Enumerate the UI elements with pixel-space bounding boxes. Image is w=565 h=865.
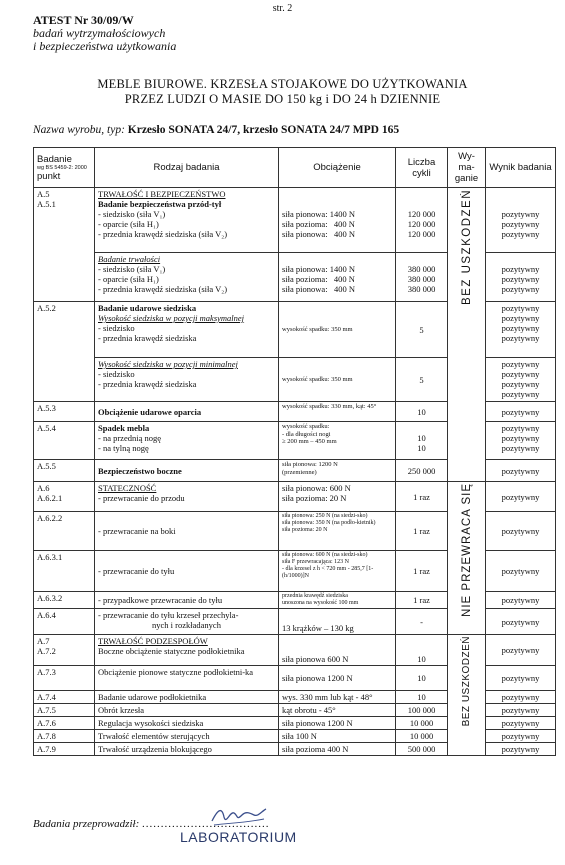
test-item: - przewracanie na boki: [95, 512, 279, 551]
result-cell: [486, 253, 556, 302]
point-cell: A.7.6: [34, 717, 95, 730]
load-value: - dla długości nogi: [282, 430, 331, 438]
table-row: [34, 482, 556, 512]
cycles-value: 120 000: [407, 229, 436, 239]
test-item: Trwałość elementów sterujących: [95, 730, 279, 743]
test-item: - siedzisko (siła V₁): [98, 209, 166, 219]
title-line-2: PRZEZ LUDZI O MASIE DO 150 kg i DO 24 h DZIENNIE: [124, 92, 441, 106]
test-item: nych i rozkładanych: [152, 620, 221, 630]
test-subtitle: Wysokość siedziska w pozycji maksymalnej: [98, 313, 245, 323]
result-value: pozytywny: [501, 219, 540, 229]
cycles-value: 120 000: [407, 209, 436, 219]
atest-subtitle-2: i bezpieczeństwa użytkowania: [33, 39, 177, 53]
test-item: - siedzisko: [98, 369, 135, 379]
cycles-value: 1 raz: [396, 592, 448, 609]
document-header: [33, 14, 176, 53]
load-cell: [279, 551, 396, 592]
load-value: siła pionowa: 250 N (na siedzi-sko): [282, 513, 368, 519]
load-value: siła pionowa: 1400 N: [282, 264, 355, 274]
test-type-cell: [95, 358, 279, 402]
load-cell: [279, 302, 396, 358]
result-value: pozytywny: [501, 303, 540, 313]
test-type-cell: [95, 635, 279, 666]
test-item: Obciążenie pionowe statyczne podłokietni-ka: [95, 666, 279, 691]
result-value: pozytywny: [501, 433, 540, 443]
result-value: pozytywny: [486, 717, 556, 730]
cycles-value: 5: [419, 374, 424, 385]
col-header-wymaganie: Wy-ma-ganie: [448, 148, 486, 188]
load-cell: [279, 460, 396, 482]
load-cell: [279, 253, 396, 302]
result-value: pozytywny: [486, 402, 556, 422]
result-value: pozytywny: [501, 379, 540, 389]
result-value: pozytywny: [486, 743, 556, 756]
point-cell: [34, 635, 95, 666]
point-cell: A.6.4: [34, 609, 95, 635]
result-value: pozytywny: [501, 209, 540, 219]
load-value: wysokość spadku:: [282, 423, 330, 430]
col-header-badanie: [34, 148, 95, 188]
product-label: Nazwa wyrobu, typ:: [33, 124, 125, 136]
document-title: [0, 77, 565, 107]
load-value: siła pionowa 1200 N: [279, 666, 396, 691]
point-cell: [34, 482, 95, 512]
test-title: Badanie udarowe siedziska: [98, 303, 197, 313]
result-value: pozytywny: [501, 274, 540, 284]
test-type-cell: [95, 422, 279, 460]
result-value: pozytywny: [486, 635, 556, 666]
load-cell: [279, 358, 396, 402]
load-value: siła pionowa 1200 N: [279, 717, 396, 730]
result-value: pozytywny: [486, 482, 556, 512]
cycles-value: 10: [396, 691, 448, 704]
test-item: - przednia krawędź siedziska: [98, 333, 197, 343]
test-type-cell: [95, 482, 279, 512]
cycles-value: 10: [417, 433, 426, 443]
result-value: pozytywny: [501, 284, 540, 294]
table-row: [34, 188, 556, 253]
laboratory-stamp: LABORATORIUM: [180, 829, 297, 845]
load-value: siła pozioma: 400 N: [282, 274, 355, 284]
load-cell: [279, 422, 396, 460]
test-item: - przewracanie do tyłu: [95, 551, 279, 592]
title-line-1: MEBLE BIUROWE. KRZESŁA STOJAKOWE DO UŻYTKOWANIA: [97, 77, 468, 91]
test-type-cell: [95, 302, 279, 358]
col-header-obciazenie: Obciążenie: [279, 148, 396, 188]
requirement-cell: [448, 635, 486, 756]
product-value: Krzesło SONATA 24/7, krzesło SONATA 24/7 MPD 165: [127, 124, 400, 136]
cycles-cell: [396, 188, 448, 253]
test-item: - siedzisko (siła V₁): [98, 264, 166, 274]
point-cell: A.7.5: [34, 704, 95, 717]
section-heading: TRWAŁOŚĆ PODZESPOŁÓW: [98, 636, 208, 646]
cycles-value: 1 raz: [396, 512, 448, 551]
cycles-value: 100 000: [396, 704, 448, 717]
test-item: - przypadkowe przewracanie do tyłu: [95, 592, 279, 609]
test-title: Bezpieczeństwo boczne: [95, 460, 279, 482]
load-cell: [279, 188, 396, 253]
atest-subtitle-1: badań wytrzymałościowych: [33, 26, 166, 40]
result-value: pozytywny: [501, 443, 540, 453]
cycles-value: 250 000: [396, 460, 448, 482]
requirement-stamp: BEZ USZKODZEŃ: [460, 636, 472, 727]
test-type-cell: [95, 188, 279, 253]
cycles-value: 500 000: [396, 743, 448, 756]
col-header-liczba: Liczba cykli: [396, 148, 448, 188]
load-value: siła pozioma: 20 N: [282, 493, 347, 503]
load-value: siła pionowa: 600 N (na siedzi-sko): [282, 552, 368, 558]
test-type-cell: [95, 609, 279, 635]
load-cell: [279, 592, 396, 609]
point: A.7.2: [37, 646, 56, 656]
cycles-cell: [396, 253, 448, 302]
point-cell: [34, 188, 95, 302]
load-value: wysokość spadku: 350 mm: [282, 375, 353, 383]
header-row: [34, 148, 556, 188]
product-line: [33, 124, 399, 136]
test-item: Badanie udarowe podłokietnika: [95, 691, 279, 704]
requirement-cell: [448, 188, 486, 482]
load-value: siła pionowa: 400 N: [282, 284, 355, 294]
result-value: pozytywny: [501, 423, 540, 433]
point-cell: A.7.3: [34, 666, 95, 691]
point-cell: A.6.3.2: [34, 592, 95, 609]
test-results-table: [33, 147, 556, 756]
test-item: Trwałość urządzenia blokującego: [95, 743, 279, 756]
load-value: przednia krawędź siedziska: [282, 593, 348, 599]
point-cell: A.6.3.1: [34, 551, 95, 592]
result-value: pozytywny: [501, 313, 540, 323]
load-value: siła pozioma 400 N: [279, 743, 396, 756]
cycles-cell: [396, 422, 448, 460]
atest-number: ATEST Nr 30/09/W: [33, 13, 134, 27]
load-value: siła F przewracająca: 123 N: [282, 559, 349, 565]
signature-mark: [208, 803, 268, 829]
header-badanie-label: Badanie: [37, 153, 72, 165]
section-heading: TRWAŁOŚĆ I BEZPIECZEŃSTWO: [98, 189, 226, 199]
section-heading: STATECZNOŚĆ: [98, 483, 157, 493]
test-item: - przednia krawędź siedziska (siła V₂): [98, 284, 228, 294]
load-value: siła pionowa: 1400 N: [282, 209, 355, 219]
load-value: siła pionowa: 400 N: [282, 229, 355, 239]
point-cell: A.5.3: [34, 402, 95, 422]
cycles-cell: [396, 358, 448, 402]
cycles-value: 10: [396, 666, 448, 691]
test-item: - na przednią nogę: [98, 433, 162, 443]
page-number: str. 2: [272, 3, 293, 14]
point: A.6.2.1: [37, 493, 63, 503]
col-header-rodzaj: Rodzaj badania: [95, 148, 279, 188]
point: A.5: [37, 189, 50, 199]
requirement-cell: [448, 482, 486, 635]
header-punkt: punkt: [37, 170, 61, 182]
load-value: unoszona na wysokość 100 mm: [282, 600, 359, 606]
result-value: pozytywny: [486, 730, 556, 743]
point-cell: A.7.9: [34, 743, 95, 756]
cycles-value: 380 000: [407, 264, 436, 274]
cycles-value: 1 raz: [396, 551, 448, 592]
test-item: - przewracanie do tyłu krzeseł przechyla-: [98, 610, 239, 620]
result-value: pozytywny: [486, 512, 556, 551]
result-value: pozytywny: [501, 359, 540, 369]
performed-by-label: Badania przeprowadził:: [33, 818, 140, 830]
result-value: pozytywny: [486, 460, 556, 482]
cycles-value: 10 000: [396, 717, 448, 730]
table-row: [34, 635, 556, 666]
col-header-wynik: Wynik badania: [486, 148, 556, 188]
load-value: (przemienne): [282, 468, 317, 476]
cycles-value: 120 000: [407, 219, 436, 229]
load-value: siła pionowa: 1200 N: [282, 461, 338, 468]
requirement-stamp: NIE PRZEWRACA SIĘ: [460, 483, 473, 617]
result-value: pozytywny: [486, 666, 556, 691]
cycles-cell: [396, 302, 448, 358]
cycles-value: 1 raz: [396, 482, 448, 512]
point: A.5.1: [37, 199, 56, 209]
load-value: kąt obrotu - 45°: [279, 704, 396, 717]
test-item: - oparcie (siła H₁): [98, 219, 159, 229]
requirement-stamp: BEZ USZKODZEŃ: [460, 189, 473, 305]
test-item: - siedzisko: [98, 323, 135, 333]
test-title: Spadek mebla: [98, 423, 150, 433]
point-cell: A.7.4: [34, 691, 95, 704]
result-value: pozytywny: [501, 323, 540, 333]
test-item: - przewracanie do przodu: [98, 493, 185, 503]
result-value: pozytywny: [501, 264, 540, 274]
result-cell: [486, 358, 556, 402]
load-cell: wysokość spadku: 330 mm, kąt: 45°: [279, 402, 396, 422]
result-cell: [486, 302, 556, 358]
test-item: Obrót krzesła: [95, 704, 279, 717]
result-value: pozytywny: [486, 691, 556, 704]
test-title: Badanie bezpieczeństwa przód-tył: [98, 199, 222, 209]
test-type-cell: [95, 253, 279, 302]
cycles-value: 5: [419, 324, 424, 335]
point: A.6: [37, 483, 50, 493]
result-cell: [486, 422, 556, 460]
load-value: ≥ 200 mm – 450 mm: [282, 438, 337, 445]
cycles-value: 380 000: [407, 274, 436, 284]
load-value: siła pionowa: 600 N: [282, 483, 351, 493]
cycles-value: 10 000: [396, 730, 448, 743]
test-item: Boczne obciążenie statyczne podłokietnika: [98, 646, 245, 656]
result-value: pozytywny: [501, 389, 540, 399]
result-value: pozytywny: [486, 704, 556, 717]
load-value: 13 krążków – 130 kg: [279, 609, 396, 635]
result-value: pozytywny: [501, 229, 540, 239]
point-cell: [34, 302, 95, 402]
cycles-value: 10: [396, 635, 448, 666]
result-value: pozytywny: [486, 592, 556, 609]
cycles-value: -: [396, 609, 448, 635]
result-value: pozytywny: [501, 369, 540, 379]
result-cell: [486, 188, 556, 253]
signature-line: ..................................: [142, 818, 270, 830]
result-value: pozytywny: [486, 609, 556, 635]
test-item: - na tylną nogę: [98, 443, 149, 453]
load-value: siła pionowa 600 N: [279, 635, 396, 666]
point: A.7: [37, 636, 50, 646]
header-standard: wg BS 5459-2: 2000: [37, 164, 87, 171]
load-cell: [279, 512, 396, 551]
point: A.5.2: [37, 303, 56, 313]
point-cell: A.5.5: [34, 460, 95, 482]
test-title: Badanie trwałości: [98, 254, 161, 264]
point-cell: A.5.4: [34, 422, 95, 460]
cycles-value: 10: [417, 443, 426, 453]
load-value: siła pionowa: 350 N (na podło-kietnik): [282, 520, 376, 526]
cycles-value: 10: [396, 402, 448, 422]
test-item: Regulacja wysokości siedziska: [95, 717, 279, 730]
test-title: Obciążenie udarowe oparcia: [95, 402, 279, 422]
result-value: pozytywny: [486, 551, 556, 592]
load-value: wys. 330 mm lub kąt - 48°: [279, 691, 396, 704]
load-value: siła pozioma: 400 N: [282, 219, 355, 229]
test-item: - przednia krawędź siedziska (siła V₂): [98, 229, 228, 239]
load-cell: [279, 482, 396, 512]
test-item: - przednia krawędź siedziska: [98, 379, 197, 389]
point-cell: A.7.8: [34, 730, 95, 743]
cycles-value: 380 000: [407, 284, 436, 294]
load-value: - dla krzesel z h < 720 mm - 285,7 [1-(h/1000)]N: [282, 566, 374, 579]
result-value: pozytywny: [501, 333, 540, 343]
test-item: - oparcie (siła H₁): [98, 274, 159, 284]
point-cell: A.6.2.2: [34, 512, 95, 551]
test-subtitle: Wysokość siedziska w pozycji minimalnej: [98, 359, 238, 369]
load-value: siła 100 N: [279, 730, 396, 743]
load-value: wysokość spadku: 350 mm: [282, 325, 353, 333]
load-value: siła pozioma: 20 N: [282, 527, 328, 533]
